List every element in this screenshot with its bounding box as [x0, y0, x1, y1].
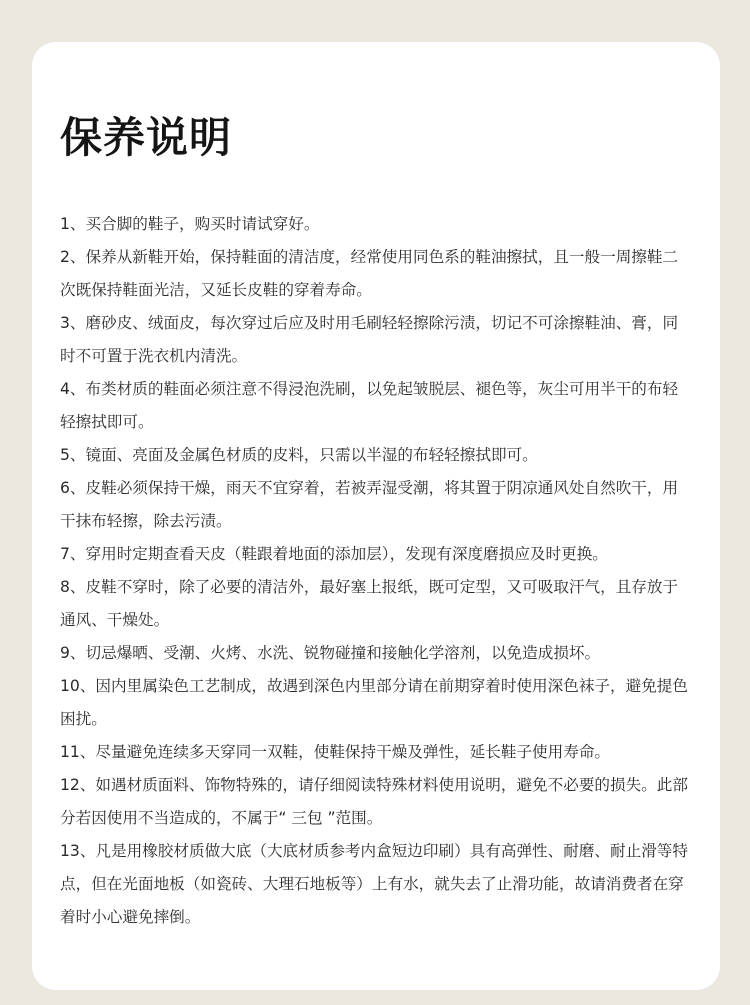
care-item-6: 6、皮鞋必须保持干燥，雨天不宜穿着，若被弄湿受潮，将其置于阴凉通风处自然吹干，用干抹布轻擦，除去污渍。 [60, 479, 679, 530]
care-item-4: 4、布类材质的鞋面必须注意不得浸泡洗刷，以免起皱脱层、褪色等，灰尘可用半干的布轻轻擦拭即可。 [60, 380, 679, 431]
care-item-1: 1、买合脚的鞋子，购买时请试穿好。 [60, 215, 320, 233]
care-item-13: 13、凡是用橡胶材质做大底（大底材质参考内盒短边印刷）具有高弹性、耐磨、耐止滑等特点，但在光面地板（如瓷砖、大理石地板等）上有水，就失去了止滑功能，故请消费者在穿着时小心避免摔倒。 [60, 842, 688, 926]
care-item-11: 11、尽量避免连续多天穿同一双鞋，使鞋保持干燥及弹性，延长鞋子使用寿命。 [60, 743, 611, 761]
care-item-3: 3、磨砂皮、绒面皮，每次穿过后应及时用毛刷轻轻擦除污渍，切记不可涂擦鞋油、膏，同时不可置于洗衣机内清洗。 [60, 314, 679, 365]
care-item-12: 12、如遇材质面料、饰物特殊的，请仔细阅读特殊材料使用说明，避免不必要的损失。此部分若因使用不当造成的，不属于“ 三包 ”范围。 [60, 776, 688, 827]
care-item-10: 10、因内里属染色工艺制成，故遇到深色内里部分请在前期穿着时使用深色袜子，避免提色困扰。 [60, 677, 688, 728]
care-item-5: 5、镜面、亮面及金属色材质的皮料，只需以半湿的布轻轻擦拭即可。 [60, 446, 538, 464]
care-instructions-list [60, 208, 692, 934]
care-item-2: 2、保养从新鞋开始，保持鞋面的清洁度，经常使用同色系的鞋油擦拭，且一般一周擦鞋二次既保持鞋面光洁，又延长皮鞋的穿着寿命。 [60, 248, 679, 299]
care-item-9: 9、切忌爆晒、受潮、火烤、水洗、锐物碰撞和接触化学溶剂，以免造成损坏。 [60, 644, 601, 662]
page-title: 保养说明 [60, 113, 233, 162]
care-instructions-card [32, 42, 720, 990]
care-item-7: 7、穿用时定期查看天皮（鞋跟着地面的添加层），发现有深度磨损应及时更换。 [60, 545, 608, 563]
care-item-8: 8、皮鞋不穿时，除了必要的清洁外，最好塞上报纸，既可定型，又可吸取汗气，且存放于通风、干燥处。 [60, 578, 679, 629]
